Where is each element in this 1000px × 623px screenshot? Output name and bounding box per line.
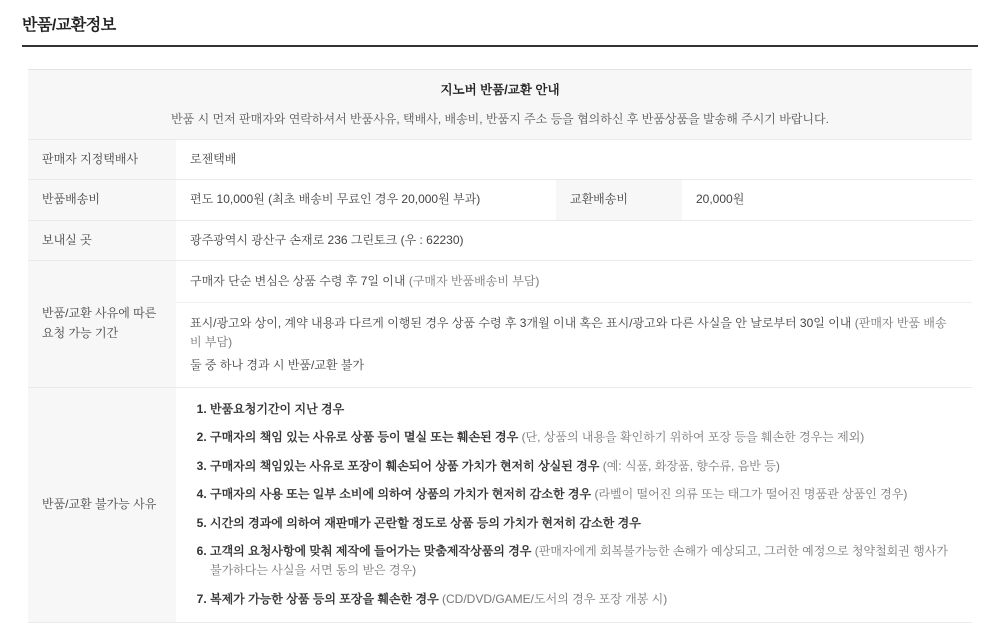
nonreturnable-label: 반품/교환 불가능 사유: [28, 387, 176, 623]
courier-label: 판매자 지정택배사: [28, 140, 176, 180]
notice-row: [28, 70, 972, 140]
period-label-line1: 반품/교환 사유에 따른: [42, 306, 157, 321]
reason-main: 반품요청기간이 지난 경우: [210, 401, 345, 416]
period-line-2-main: 표시/광고와 상이, 계약 내용과 다르게 이행된 경우 상품 수령 후 3개월 이내 혹은 표시/광고와 다른 사실을 안 날로부터 30일 이내: [190, 315, 852, 330]
reason-sub: (판매자에게 회복불가능한 손해가 예상되고, 그러한 예정으로 청약철회권 행사가 불가하다는 사실을 서면 동의 받은 경우): [210, 544, 948, 578]
title-divider: [22, 45, 978, 47]
table-row-return-fee: [28, 180, 972, 220]
period-line-1-sub: (구매자 반품배송비 부담): [408, 273, 540, 288]
reason-sub: (CD/DVD/GAME/도서의 경우 포장 개봉 시): [442, 591, 668, 606]
period-line-2-sub: (판매자 반품 배송비 부담): [190, 315, 947, 350]
exchange-fee-label: 교환배송비: [556, 180, 682, 220]
list-item: [210, 514, 958, 533]
nonreturnable-value: [176, 387, 972, 623]
return-info-table-wrap: [28, 69, 972, 623]
period-line-1: [176, 261, 972, 303]
table-row-period: [28, 260, 972, 387]
reason-main: 구매자의 사용 또는 일부 소비에 의하여 상품의 가치가 현저히 감소한 경우: [210, 487, 592, 502]
period-label-line2: 요청 가능 기간: [42, 325, 119, 340]
list-item: [210, 428, 958, 447]
period-value-cell: [176, 260, 972, 387]
list-item: [210, 485, 958, 504]
list-item: [210, 457, 958, 476]
period-line-1-main: 구매자 단순 변심은 상품 수령 후 7일 이내: [190, 273, 406, 288]
reason-main: 고객의 요청사항에 맞춰 제작에 들어가는 맞춤제작상품의 경우: [210, 544, 532, 559]
list-item: [210, 400, 958, 419]
table-row-nonreturnable: [28, 387, 972, 623]
nonreturnable-reason-list: [190, 398, 958, 613]
return-fee-value: 편도 10,000원 (최초 배송비 무료인 경우 20,000원 부과): [176, 180, 556, 220]
table-row-courier: [28, 140, 972, 180]
page-title: 반품/교환정보: [22, 17, 116, 34]
address-value: 광주광역시 광산구 손재로 236 그린토크 (우 : 62230): [176, 220, 972, 260]
reason-main: 복제가 가능한 상품 등의 포장을 훼손한 경우: [210, 591, 439, 606]
notice-title: 지노버 반품/교환 안내: [440, 83, 560, 97]
reason-main: 구매자의 책임있는 사유로 포장이 훼손되어 상품 가치가 현저히 상실된 경우: [210, 458, 600, 473]
reason-main: 시간의 경과에 의하여 재판매가 곤란할 정도로 상품 등의 가치가 현저히 감소한 경우: [210, 515, 641, 530]
period-label: [28, 260, 176, 387]
reason-main: 구매자의 책임 있는 사유로 상품 등이 멸실 또는 훼손된 경우: [210, 430, 519, 445]
courier-value: 로젠택배: [176, 140, 972, 180]
notice-cell: [28, 70, 972, 140]
address-label: 보내실 곳: [28, 220, 176, 260]
reason-sub: (예: 식품, 화장품, 향수류, 음반 등): [602, 458, 780, 473]
return-fee-label: 반품배송비: [28, 180, 176, 220]
list-item: [210, 590, 958, 609]
table-row-address: [28, 220, 972, 260]
exchange-fee-value: 20,000원: [682, 180, 972, 220]
period-line-3: 둘 중 하나 경과 시 반품/교환 불가: [190, 358, 365, 373]
list-item: [210, 542, 958, 579]
reason-sub: (라벨이 떨어진 의류 또는 태그가 떨어진 명품관 상품인 경우): [594, 487, 908, 502]
return-info-table: [28, 70, 972, 623]
notice-subtitle: 반품 시 먼저 판매자와 연락하셔서 반품사유, 택배사, 배송비, 반품지 주소 등을 협의하신 후 반품상품을 발송해 주시기 바랍니다.: [171, 112, 829, 126]
period-line-2: [176, 303, 972, 387]
reason-sub: (단, 상품의 내용을 확인하기 위하여 포장 등을 훼손한 경우는 제외): [521, 430, 865, 445]
